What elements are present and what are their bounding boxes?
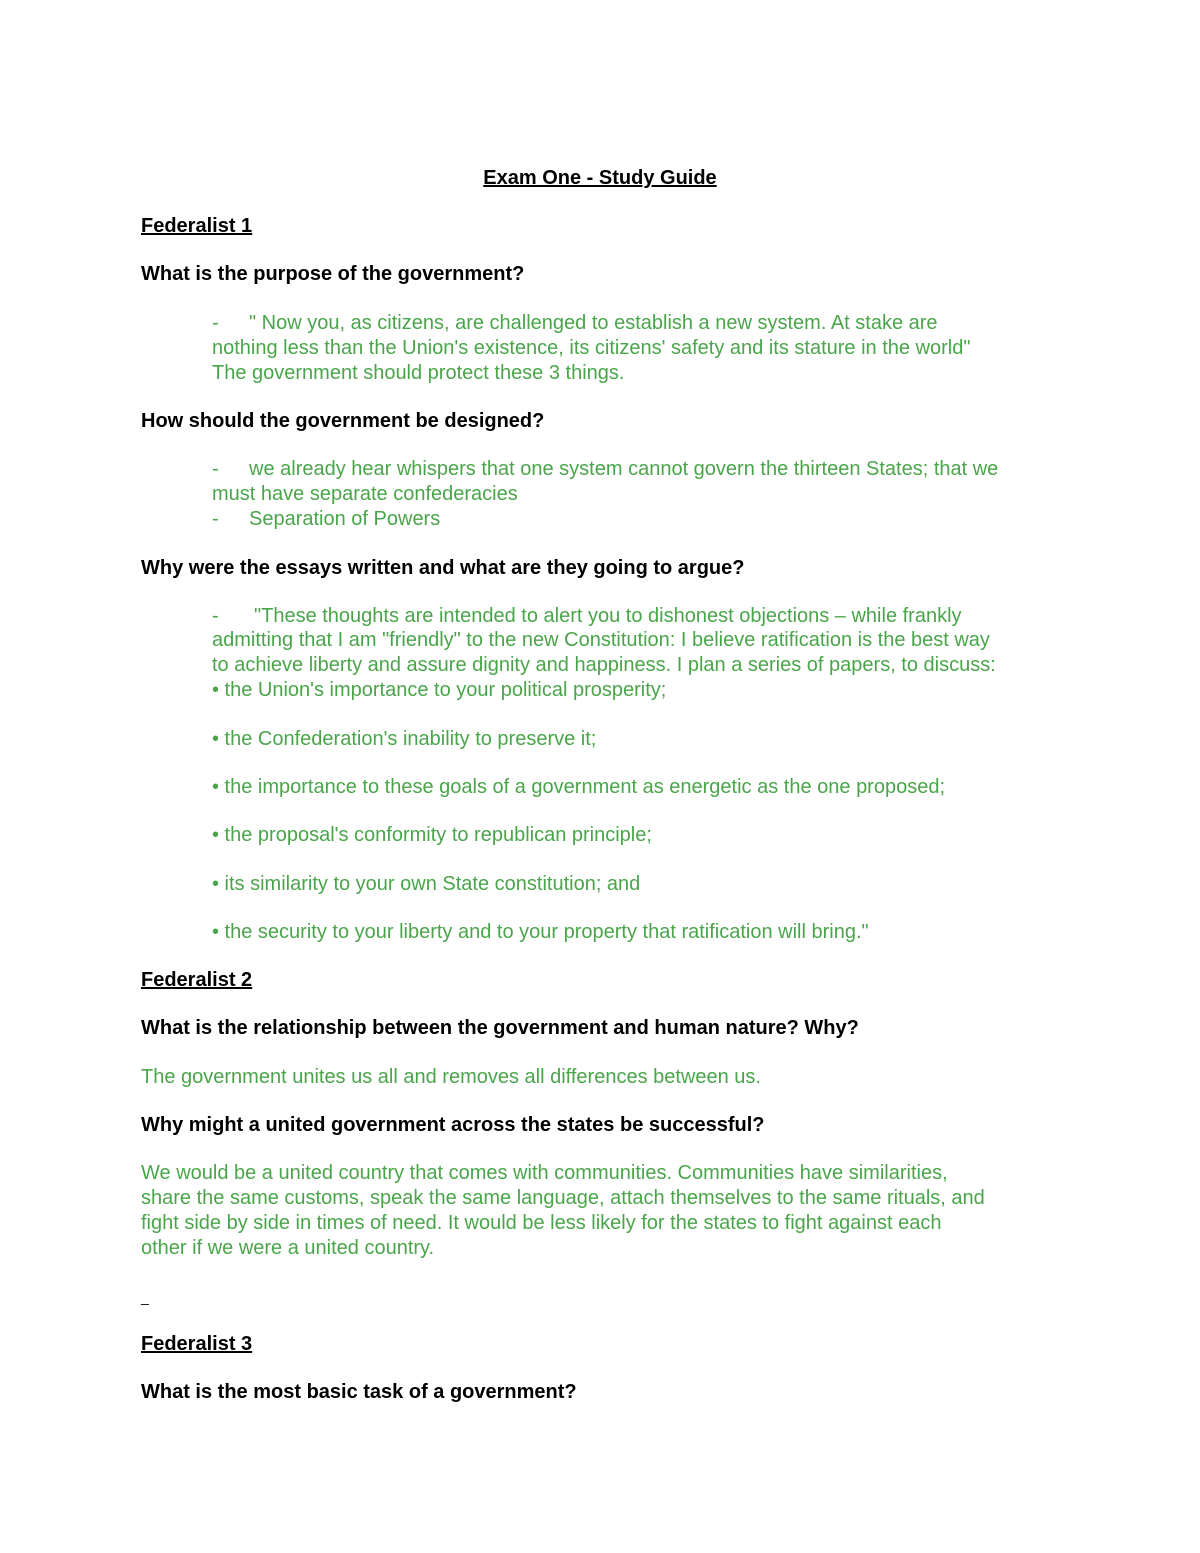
answer-dash: -	[212, 458, 219, 480]
answer-line: We would be a united country that comes with communities. Communities have similarities,	[141, 1162, 948, 1184]
page-title: Exam One - Study Guide	[483, 167, 717, 189]
bullet-item: • the Union's importance to your political prosperity;	[212, 679, 667, 701]
answer-line: to achieve liberty and assure dignity and happiness. I plan a series of papers, to discuss:	[212, 654, 996, 676]
question-design: How should the government be designed?	[141, 410, 545, 432]
question-essays: Why were the essays written and what are they going to argue?	[141, 557, 745, 579]
bullet-item: • the security to your liberty and to your property that ratification will bring."	[212, 921, 869, 943]
answer-line: must have separate confederacies	[212, 483, 518, 505]
stray-mark: _	[141, 1289, 149, 1305]
answer-line: The government should protect these 3 things.	[212, 362, 625, 384]
answer-line: other if we were a united country.	[141, 1237, 435, 1259]
question-basic-task: What is the most basic task of a government?	[141, 1381, 577, 1403]
answer-line: nothing less than the Union's existence, its citizens' safety and its stature in the world"	[212, 337, 971, 359]
question-united-government: Why might a united government across the states be successful?	[141, 1114, 765, 1136]
bullet-item: • the importance to these goals of a government as energetic as the one proposed;	[212, 776, 946, 798]
answer-dash: -	[212, 605, 219, 627]
bullet-item: • the proposal's conformity to republican principle;	[212, 824, 652, 846]
section-heading-federalist-3: Federalist 3	[141, 1333, 253, 1355]
section-heading-federalist-1: Federalist 1	[141, 215, 253, 237]
answer-dash: -	[212, 312, 219, 334]
answer-line: The government unites us all and removes all differences between us.	[141, 1066, 761, 1088]
bullet-item: • the Confederation's inability to preserve it;	[212, 728, 597, 750]
answer-dash: -	[212, 508, 219, 530]
answer-line: share the same customs, speak the same language, attach themselves to the same rituals, and	[141, 1187, 985, 1209]
bullet-item: • its similarity to your own State constitution; and	[212, 873, 641, 895]
answer-line: admitting that I am "friendly" to the new Constitution: I believe ratification is the best way	[212, 629, 990, 651]
question-human-nature: What is the relationship between the government and human nature? Why?	[141, 1017, 859, 1039]
answer-line: " Now you, as citizens, are challenged to establish a new system. At stake are	[249, 312, 938, 334]
answer-line: "These thoughts are intended to alert you to dishonest objections – while frankly	[254, 605, 962, 627]
answer-line: we already hear whispers that one system cannot govern the thirteen States; that we	[249, 458, 999, 480]
section-heading-federalist-2: Federalist 2	[141, 969, 253, 991]
answer-line: fight side by side in times of need. It would be less likely for the states to fight against each	[141, 1212, 942, 1234]
answer-line: Separation of Powers	[249, 508, 441, 530]
question-purpose: What is the purpose of the government?	[141, 263, 525, 285]
